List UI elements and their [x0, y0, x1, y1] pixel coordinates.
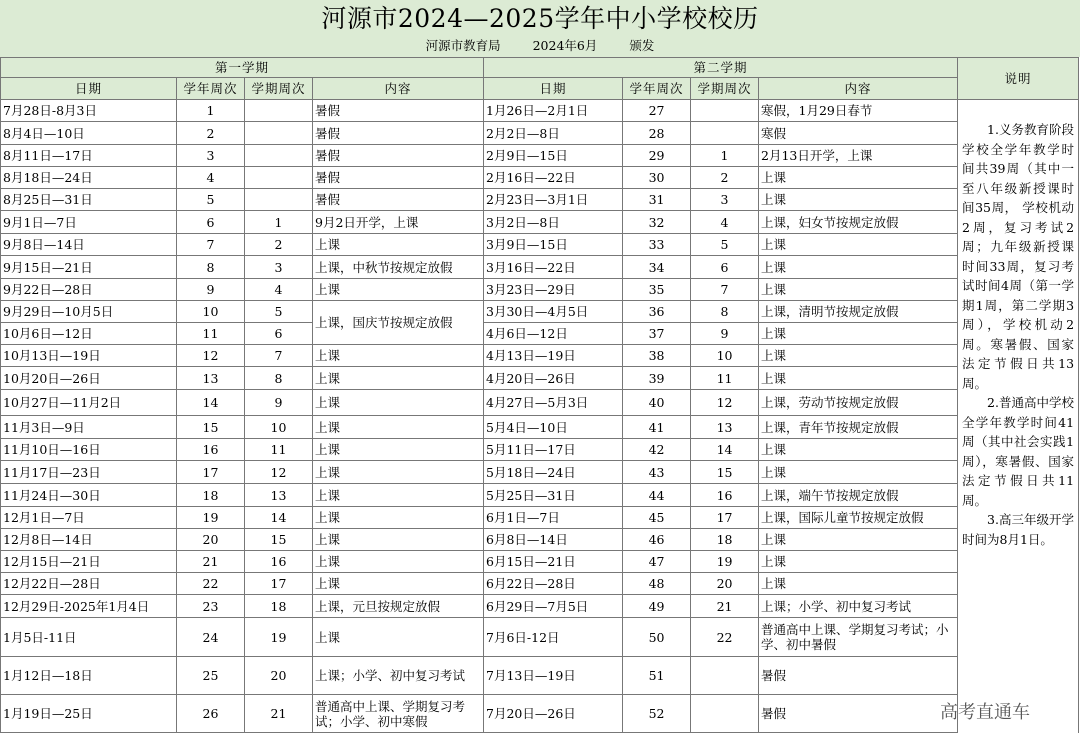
sem1-term-week-cell: [245, 100, 313, 122]
col-header-content: 内容: [759, 78, 958, 100]
sem2-date-cell: 3月16日—22日: [484, 256, 623, 279]
sem1-content-cell: 上课: [313, 551, 484, 573]
sem1-term-week-cell: [245, 167, 313, 189]
sem2-date-cell: 4月13日—19日: [484, 345, 623, 367]
sem2-term-week-cell: 18: [691, 529, 759, 551]
sem1-year-week-cell: 10: [177, 301, 245, 323]
sem2-date-cell: 5月11日—17日: [484, 439, 623, 461]
sem1-term-week-cell: 6: [245, 323, 313, 345]
sem2-content-cell: 上课: [759, 529, 958, 551]
column-header-row: [1, 78, 1079, 100]
table-row: [1, 484, 1079, 507]
sem1-date-cell: 10月13日—19日: [1, 345, 177, 367]
sem1-date-cell: 1月12日—18日: [1, 657, 177, 695]
sem1-term-week-cell: 4: [245, 279, 313, 301]
sem2-date-cell: 4月20日—26日: [484, 367, 623, 390]
sem1-date-cell: 11月3日—9日: [1, 416, 177, 439]
sem1-content-cell: 上课: [313, 279, 484, 301]
sem1-term-week-cell: 12: [245, 461, 313, 484]
sem2-term-week-cell: 17: [691, 507, 759, 529]
sem1-year-week-cell: 21: [177, 551, 245, 573]
sem1-year-week-cell: 1: [177, 100, 245, 122]
sem1-content-cell: 上课；小学、初中复习考试: [313, 657, 484, 695]
sem1-date-cell: 12月8日—14日: [1, 529, 177, 551]
sem2-year-week-cell: 44: [623, 484, 691, 507]
sem2-date-cell: 4月27日—5月3日: [484, 390, 623, 416]
sem1-content-cell: 上课: [313, 416, 484, 439]
sem2-content-cell: 暑假: [759, 657, 958, 695]
table-row: [1, 167, 1079, 189]
sem2-content-cell: 上课: [759, 551, 958, 573]
sem2-term-week-cell: 15: [691, 461, 759, 484]
table-row: [1, 595, 1079, 618]
sem2-date-cell: 6月22日—28日: [484, 573, 623, 595]
semester-header-row: [1, 58, 1079, 78]
sem1-year-week-cell: 4: [177, 167, 245, 189]
sem1-term-week-cell: 1: [245, 211, 313, 234]
sem1-term-week-cell: 5: [245, 301, 313, 323]
sem2-year-week-cell: 50: [623, 618, 691, 657]
sem2-content-cell: 上课，妇女节按规定放假: [759, 211, 958, 234]
sem1-term-week-cell: 13: [245, 484, 313, 507]
sem1-year-week-cell: 6: [177, 211, 245, 234]
sem1-term-week-cell: 10: [245, 416, 313, 439]
sem1-date-cell: 11月17日—23日: [1, 461, 177, 484]
table-row: [1, 211, 1079, 234]
sem2-content-cell: 暑假: [759, 695, 958, 733]
table-row: [1, 461, 1079, 484]
col-header-date: 日期: [1, 78, 177, 100]
sem2-term-week-cell: 20: [691, 573, 759, 595]
sem1-term-week-cell: 15: [245, 529, 313, 551]
sem2-content-cell: 上课；小学、初中复习考试: [759, 595, 958, 618]
sem2-date-cell: 4月6日—12日: [484, 323, 623, 345]
sem2-date-cell: 7月20日—26日: [484, 695, 623, 733]
sem1-term-week-cell: [245, 189, 313, 211]
subtitle: [0, 37, 1080, 55]
table-row: [1, 100, 1079, 122]
sem1-date-cell: 8月25日—31日: [1, 189, 177, 211]
sem2-date-cell: 6月15日—21日: [484, 551, 623, 573]
sem2-year-week-cell: 45: [623, 507, 691, 529]
sem1-term-week-cell: 9: [245, 390, 313, 416]
sem2-term-week-cell: [691, 657, 759, 695]
sem2-term-week-cell: 11: [691, 367, 759, 390]
sem2-date-cell: 2月23日—3月1日: [484, 189, 623, 211]
semester2-header: 第二学期: [484, 58, 958, 78]
sem1-year-week-cell: 16: [177, 439, 245, 461]
sem1-term-week-cell: 16: [245, 551, 313, 573]
calendar-table: [0, 57, 1079, 733]
sem2-year-week-cell: 27: [623, 100, 691, 122]
sem1-content-cell: 上课，中秋节按规定放假: [313, 256, 484, 279]
calendar-sheet: [0, 57, 1080, 750]
sem2-year-week-cell: 47: [623, 551, 691, 573]
sem2-term-week-cell: 8: [691, 301, 759, 323]
sem2-date-cell: 5月18日—24日: [484, 461, 623, 484]
sem1-content-cell: 暑假: [313, 167, 484, 189]
sem1-content-cell: 上课: [313, 461, 484, 484]
sem1-date-cell: 9月22日—28日: [1, 279, 177, 301]
sem2-term-week-cell: 2: [691, 167, 759, 189]
sem1-content-cell: 上课: [313, 529, 484, 551]
sem1-year-week-cell: 7: [177, 234, 245, 256]
table-row: [1, 256, 1079, 279]
sem1-term-week-cell: 21: [245, 695, 313, 733]
sem1-year-week-cell: 3: [177, 145, 245, 167]
table-row: [1, 507, 1079, 529]
sem1-date-cell: 10月20日—26日: [1, 367, 177, 390]
sem1-year-week-cell: 12: [177, 345, 245, 367]
issue-date: 2024年6月: [532, 38, 598, 53]
table-row: [1, 122, 1079, 145]
sem1-date-cell: 10月6日—12日: [1, 323, 177, 345]
sem1-term-week-cell: 20: [245, 657, 313, 695]
table-row: [1, 323, 1079, 345]
table-row: [1, 551, 1079, 573]
sem2-year-week-cell: 28: [623, 122, 691, 145]
sem2-content-cell: 上课: [759, 279, 958, 301]
sem1-date-cell: 12月29日-2025年1月4日: [1, 595, 177, 618]
sem1-term-week-cell: 11: [245, 439, 313, 461]
sem1-term-week-cell: [245, 122, 313, 145]
notes-header: 说明: [958, 58, 1079, 100]
sem1-term-week-cell: 3: [245, 256, 313, 279]
sem1-year-week-cell: 13: [177, 367, 245, 390]
sem2-term-week-cell: 9: [691, 323, 759, 345]
sem1-year-week-cell: 18: [177, 484, 245, 507]
header-band: [0, 0, 1080, 57]
col-header-term-week: 学期周次: [245, 78, 313, 100]
sem2-content-cell: 上课: [759, 189, 958, 211]
sem2-year-week-cell: 32: [623, 211, 691, 234]
sem1-year-week-cell: 15: [177, 416, 245, 439]
sem2-date-cell: 2月2日—8日: [484, 122, 623, 145]
sem2-term-week-cell: 13: [691, 416, 759, 439]
sem2-content-cell: 上课: [759, 439, 958, 461]
sem1-date-cell: 11月10日—16日: [1, 439, 177, 461]
sem2-term-week-cell: 5: [691, 234, 759, 256]
sem1-content-cell: 普通高中上课、学期复习考试；小学、初中寒假: [313, 695, 484, 733]
sem2-term-week-cell: [691, 695, 759, 733]
sem2-content-cell: 上课: [759, 345, 958, 367]
sem2-year-week-cell: 46: [623, 529, 691, 551]
sem2-date-cell: 5月4日—10日: [484, 416, 623, 439]
sem2-year-week-cell: 51: [623, 657, 691, 695]
sem2-term-week-cell: 12: [691, 390, 759, 416]
sem2-term-week-cell: 3: [691, 189, 759, 211]
sem2-date-cell: 3月30日—4月5日: [484, 301, 623, 323]
sem2-year-week-cell: 41: [623, 416, 691, 439]
note-paragraph: 2.普通高中学校全学年教学时间41周（其中社会实践1周），寒暑假、国家法定节假日共11周。: [962, 395, 1075, 508]
col-header-content: 内容: [313, 78, 484, 100]
sem2-content-cell: 上课，国际儿童节按规定放假: [759, 507, 958, 529]
sem2-date-cell: 5月25日—31日: [484, 484, 623, 507]
note-paragraph: 1.义务教育阶段学校全学年教学时间共39周（其中一至八年级新授课时间35周， 学校机动2周，复习考试2周；九年级新授课时间33周，复习考试时间4周（第一学期1周，第二学期3周），学校机动2周。寒暑假、国家法定节假日共13周。: [962, 122, 1075, 391]
sem2-term-week-cell: 4: [691, 211, 759, 234]
issue-action: 颁发: [629, 38, 655, 53]
sem1-year-week-cell: 8: [177, 256, 245, 279]
sem1-date-cell: 10月27日—11月2日: [1, 390, 177, 416]
sem1-term-week-cell: 14: [245, 507, 313, 529]
sem2-year-week-cell: 49: [623, 595, 691, 618]
sem2-content-cell: 上课: [759, 367, 958, 390]
sem1-date-cell: 8月18日—24日: [1, 167, 177, 189]
sem1-date-cell: 8月4日—10日: [1, 122, 177, 145]
col-header-year-week: 学年周次: [623, 78, 691, 100]
col-header-year-week: 学年周次: [177, 78, 245, 100]
sem2-term-week-cell: 14: [691, 439, 759, 461]
sem1-year-week-cell: 5: [177, 189, 245, 211]
sem2-content-cell: 上课，清明节按规定放假: [759, 301, 958, 323]
sem1-content-cell: 上课: [313, 484, 484, 507]
sem1-year-week-cell: 9: [177, 279, 245, 301]
sem1-content-cell: 上课: [313, 234, 484, 256]
sem1-year-week-cell: 24: [177, 618, 245, 657]
sem2-year-week-cell: 52: [623, 695, 691, 733]
sem1-term-week-cell: 7: [245, 345, 313, 367]
sem2-year-week-cell: 48: [623, 573, 691, 595]
sem2-content-cell: 上课，劳动节按规定放假: [759, 390, 958, 416]
sem1-term-week-cell: 18: [245, 595, 313, 618]
table-row: [1, 573, 1079, 595]
sem2-content-cell: 上课: [759, 256, 958, 279]
sem2-term-week-cell: 1: [691, 145, 759, 167]
note-paragraph: 3.高三年级开学时间为8月1日。: [962, 512, 1075, 547]
table-row: [1, 618, 1079, 657]
col-header-term-week: 学期周次: [691, 78, 759, 100]
sem2-content-cell: 上课: [759, 461, 958, 484]
sem2-term-week-cell: 19: [691, 551, 759, 573]
sem2-year-week-cell: 42: [623, 439, 691, 461]
sem1-term-week-cell: 19: [245, 618, 313, 657]
sem2-date-cell: 7月6日-12日: [484, 618, 623, 657]
sem1-year-week-cell: 14: [177, 390, 245, 416]
table-row: [1, 279, 1079, 301]
table-row: [1, 145, 1079, 167]
sem2-year-week-cell: 34: [623, 256, 691, 279]
sem2-term-week-cell: 21: [691, 595, 759, 618]
sem2-year-week-cell: 29: [623, 145, 691, 167]
sem1-content-cell: 上课: [313, 390, 484, 416]
sem2-term-week-cell: 16: [691, 484, 759, 507]
sem1-year-week-cell: 23: [177, 595, 245, 618]
sem2-year-week-cell: 35: [623, 279, 691, 301]
sem1-date-cell: 9月29日—10月5日: [1, 301, 177, 323]
sem2-date-cell: 6月29日—7月5日: [484, 595, 623, 618]
sem2-year-week-cell: 37: [623, 323, 691, 345]
sem2-date-cell: 2月9日—15日: [484, 145, 623, 167]
notes-cell: [958, 100, 1079, 733]
table-row: [1, 367, 1079, 390]
sem1-date-cell: 1月19日—25日: [1, 695, 177, 733]
sem1-content-cell: 上课: [313, 345, 484, 367]
sem1-content-cell: 暑假: [313, 145, 484, 167]
sem2-year-week-cell: 36: [623, 301, 691, 323]
table-row: [1, 189, 1079, 211]
sem2-year-week-cell: 38: [623, 345, 691, 367]
sem2-term-week-cell: [691, 100, 759, 122]
sem1-date-cell: 9月15日—21日: [1, 256, 177, 279]
sem1-date-cell: 9月1日—7日: [1, 211, 177, 234]
sem1-date-cell: 9月8日—14日: [1, 234, 177, 256]
sem1-content-cell: 上课: [313, 573, 484, 595]
sem2-date-cell: 3月9日—15日: [484, 234, 623, 256]
sem2-date-cell: 1月26日—2月1日: [484, 100, 623, 122]
sem1-date-cell: 12月1日—7日: [1, 507, 177, 529]
sem2-term-week-cell: 10: [691, 345, 759, 367]
sem1-content-cell: 暑假: [313, 189, 484, 211]
sem1-content-cell: 上课: [313, 439, 484, 461]
sem2-year-week-cell: 30: [623, 167, 691, 189]
sem2-content-cell: 普通高中上课、学期复习考试；小学、初中暑假: [759, 618, 958, 657]
sem2-date-cell: 6月8日—14日: [484, 529, 623, 551]
sem1-content-cell: 上课: [313, 367, 484, 390]
sem2-date-cell: 6月1日—7日: [484, 507, 623, 529]
table-row: [1, 345, 1079, 367]
page-title: 河源市2024—2025学年中小学校校历: [321, 4, 759, 33]
sem2-year-week-cell: 40: [623, 390, 691, 416]
table-row: [1, 695, 1079, 733]
sem1-content-cell: 上课: [313, 507, 484, 529]
sem2-year-week-cell: 33: [623, 234, 691, 256]
sem2-year-week-cell: 39: [623, 367, 691, 390]
sem1-date-cell: 11月24日—30日: [1, 484, 177, 507]
sem1-date-cell: 1月5日-11日: [1, 618, 177, 657]
sem2-term-week-cell: 7: [691, 279, 759, 301]
sem2-term-week-cell: [691, 122, 759, 145]
sem1-term-week-cell: [245, 145, 313, 167]
sem2-content-cell: 2月13日开学，上课: [759, 145, 958, 167]
sem2-content-cell: 上课，端午节按规定放假: [759, 484, 958, 507]
sem1-term-week-cell: 2: [245, 234, 313, 256]
sem1-year-week-cell: 26: [177, 695, 245, 733]
sem1-content-cell: 9月2日开学，上课: [313, 211, 484, 234]
sem1-date-cell: 7月28日-8月3日: [1, 100, 177, 122]
sem2-date-cell: 3月2日—8日: [484, 211, 623, 234]
sem2-content-cell: 上课: [759, 323, 958, 345]
sem2-year-week-cell: 31: [623, 189, 691, 211]
sem1-year-week-cell: 2: [177, 122, 245, 145]
table-row: [1, 439, 1079, 461]
sem1-year-week-cell: 22: [177, 573, 245, 595]
sem2-date-cell: 3月23日—29日: [484, 279, 623, 301]
table-row: [1, 390, 1079, 416]
sem2-date-cell: 2月16日—22日: [484, 167, 623, 189]
col-header-date: 日期: [484, 78, 623, 100]
table-row: [1, 301, 1079, 323]
sem1-content-cell: 上课，国庆节按规定放假: [313, 301, 484, 345]
sem2-term-week-cell: 6: [691, 256, 759, 279]
sem1-term-week-cell: 8: [245, 367, 313, 390]
sem1-year-week-cell: 17: [177, 461, 245, 484]
sem2-term-week-cell: 22: [691, 618, 759, 657]
sem2-content-cell: 上课: [759, 167, 958, 189]
sem1-date-cell: 8月11日—17日: [1, 145, 177, 167]
semester1-header: 第一学期: [1, 58, 484, 78]
issuer: 河源市教育局: [425, 38, 501, 53]
sem2-content-cell: 寒假: [759, 122, 958, 145]
sem1-date-cell: 12月15日—21日: [1, 551, 177, 573]
sem1-year-week-cell: 11: [177, 323, 245, 345]
sem2-date-cell: 7月13日—19日: [484, 657, 623, 695]
sem1-content-cell: 暑假: [313, 122, 484, 145]
sem1-date-cell: 12月22日—28日: [1, 573, 177, 595]
sem1-year-week-cell: 25: [177, 657, 245, 695]
table-row: [1, 416, 1079, 439]
sem1-content-cell: 上课: [313, 618, 484, 657]
sem2-content-cell: 寒假，1月29日春节: [759, 100, 958, 122]
sem2-content-cell: 上课: [759, 573, 958, 595]
sem1-year-week-cell: 20: [177, 529, 245, 551]
table-row: [1, 234, 1079, 256]
sem2-year-week-cell: 43: [623, 461, 691, 484]
sem2-content-cell: 上课: [759, 234, 958, 256]
watermark: 高考直通车: [940, 702, 1030, 723]
table-row: [1, 657, 1079, 695]
sem2-content-cell: 上课，青年节按规定放假: [759, 416, 958, 439]
sem1-content-cell: 上课，元旦按规定放假: [313, 595, 484, 618]
sem1-year-week-cell: 19: [177, 507, 245, 529]
sem1-content-cell: 暑假: [313, 100, 484, 122]
sem1-term-week-cell: 17: [245, 573, 313, 595]
table-row: [1, 529, 1079, 551]
